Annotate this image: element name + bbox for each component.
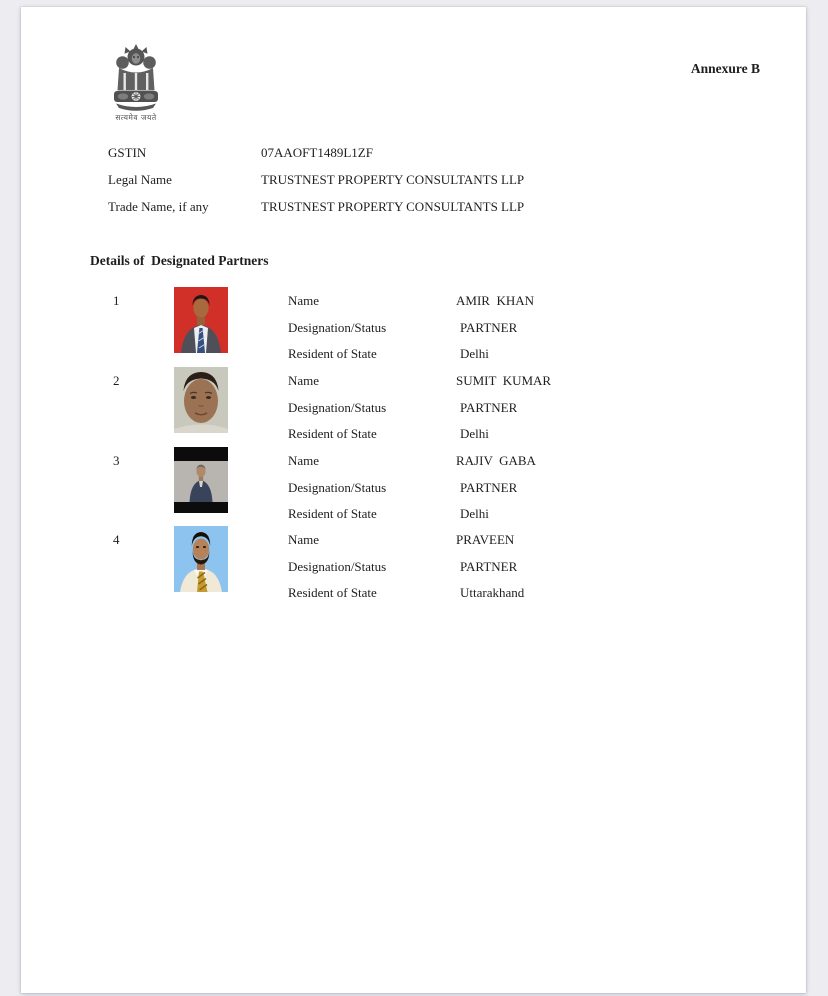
partner-row-1	[21, 287, 806, 367]
field-label-resident: Resident of State	[288, 426, 377, 441]
field-label-resident: Resident of State	[288, 346, 377, 361]
field-value: TRUSTNEST PROPERTY CONSULTANTS LLP	[261, 172, 525, 187]
field-label-designation: Designation/Status	[288, 479, 387, 495]
partner-designation: PARTNER	[460, 558, 518, 574]
partner-serial: 1	[113, 293, 120, 308]
partner-row-4	[21, 526, 806, 606]
partner-name: RAJIV GABA	[456, 453, 536, 468]
field-gstin	[108, 145, 708, 172]
partner-serial: 2	[113, 373, 120, 388]
partner-photo	[174, 367, 228, 433]
partner-row-3	[21, 447, 806, 527]
partner-photo	[174, 287, 228, 353]
partner-photo	[174, 447, 228, 513]
partner-fields	[288, 453, 728, 533]
field-label-name: Name	[288, 373, 320, 388]
partner-name: SUMIT KUMAR	[456, 373, 552, 388]
field-legal-name	[108, 172, 708, 199]
national-emblem-icon	[109, 44, 163, 112]
partner-designation: PARTNER	[460, 479, 518, 495]
partner-name: PRAVEEN	[456, 532, 515, 547]
field-label-name: Name	[288, 453, 320, 468]
partner-photo	[174, 526, 228, 592]
header-fields	[108, 145, 708, 226]
field-label-name: Name	[288, 293, 320, 308]
partner-fields	[288, 373, 728, 453]
field-label-designation: Designation/Status	[288, 399, 387, 415]
field-label-name: Name	[288, 532, 320, 547]
partner-serial: 4	[113, 532, 120, 547]
field-trade-name	[108, 199, 708, 226]
document-paper	[21, 7, 806, 993]
field-label-resident: Resident of State	[288, 585, 377, 600]
field-label: Trade Name, if any	[108, 199, 209, 214]
field-value: TRUSTNEST PROPERTY CONSULTANTS LLP	[261, 199, 525, 214]
partner-row-2	[21, 367, 806, 447]
field-label-resident: Resident of State	[288, 506, 377, 521]
partner-designation: PARTNER	[460, 319, 518, 335]
emblem-caption: सत्यमेव जयते	[115, 113, 157, 122]
partner-resident: Delhi	[460, 346, 489, 361]
section-title: Details of Designated Partners	[90, 253, 269, 268]
field-label: GSTIN	[108, 145, 147, 160]
field-label-designation: Designation/Status	[288, 558, 387, 574]
partner-resident: Delhi	[460, 426, 489, 441]
partner-fields	[288, 293, 728, 373]
partner-resident: Uttarakhand	[460, 585, 525, 600]
partner-designation: PARTNER	[460, 399, 518, 415]
field-value: 07AAOFT1489L1ZF	[261, 145, 373, 160]
field-label-designation: Designation/Status	[288, 319, 387, 335]
partner-fields	[288, 532, 728, 612]
field-label: Legal Name	[108, 172, 172, 187]
partner-name: AMIR KHAN	[456, 293, 534, 308]
partner-serial: 3	[113, 453, 120, 468]
annexure-label: Annexure B	[690, 61, 760, 76]
partner-resident: Delhi	[460, 506, 489, 521]
